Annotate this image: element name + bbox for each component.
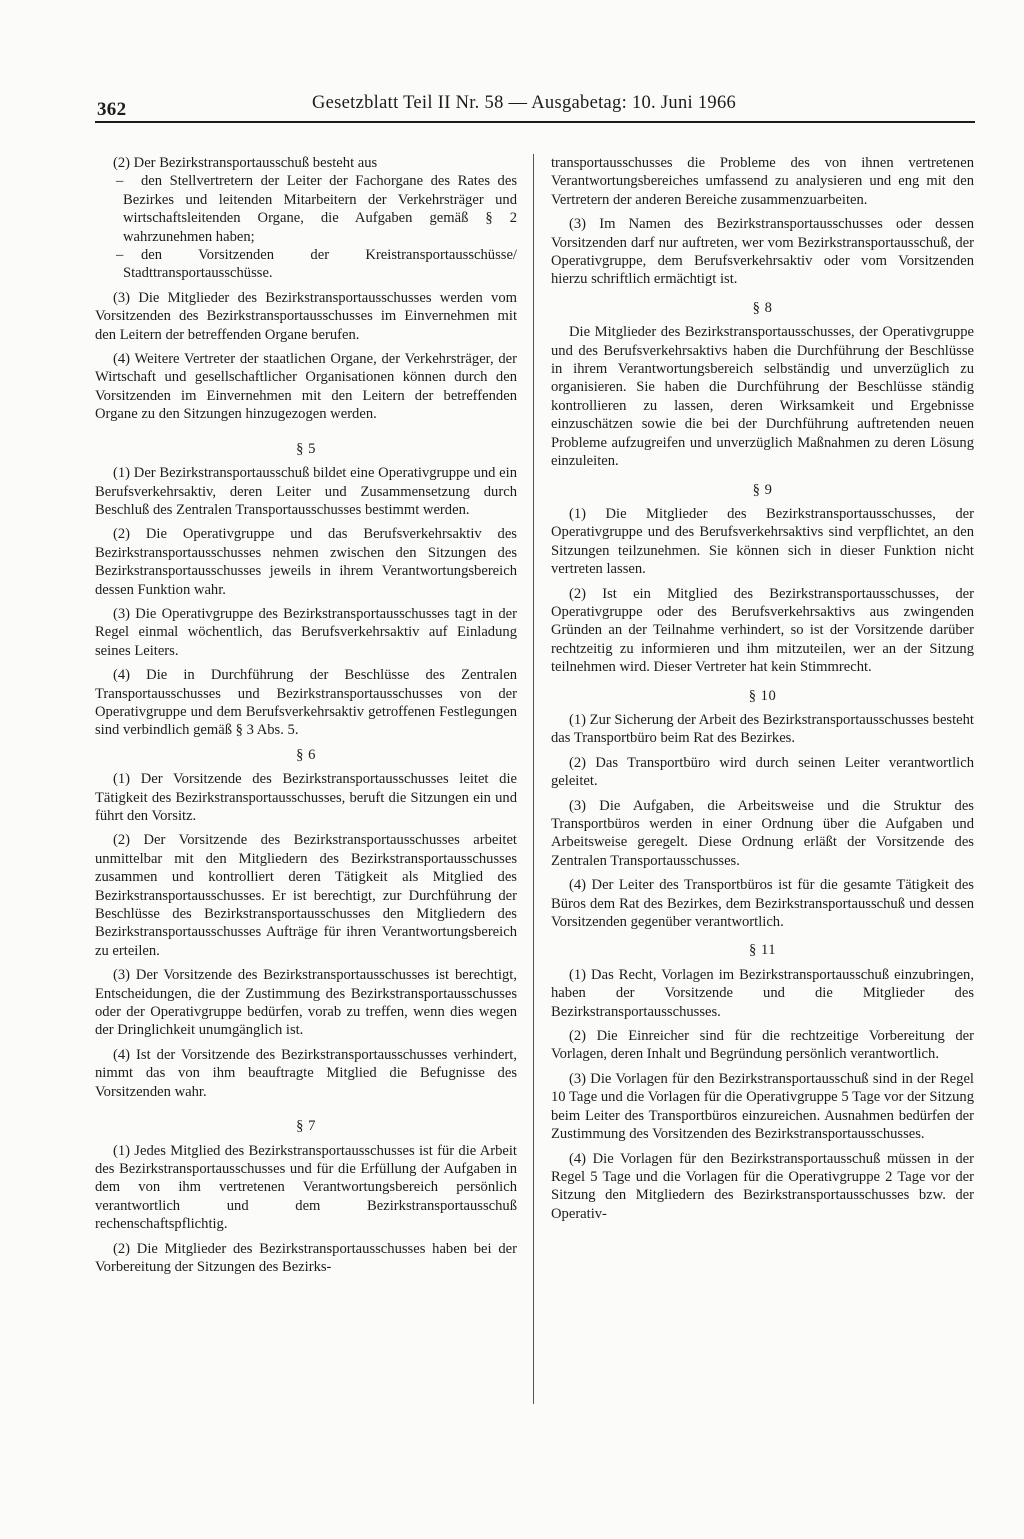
dash-item: – den Stellvertretern der Leiter der Fachorgane des Rates des Bezirkes und leitenden Mitarbeitern der Verkehrsträger und wirtschaftsleitenden Organe, die Aufgaben gemäß § 2 wahrzunehmen haben; <box>95 172 517 246</box>
section-heading: § 5 <box>296 440 316 457</box>
paragraph: (2) Die Operativgruppe und das Berufsverkehrsaktiv des Bezirkstransportausschusses nehmen zwischen den Sitzungen des Bezirkstransportausschusses jeweils in ihrem Verantwortungsbereich dessen Funktion wahr. <box>95 526 517 598</box>
paragraph: (3) Im Namen des Bezirkstransportausschusses oder dessen Vorsitzenden darf nur auftreten, wer vom Bezirkstransportausschuß, der Operativgruppe, dem Berufsverkehrsaktiv oder vom Vorsitzenden hierzu schriftlich ermächtigt ist. <box>551 216 974 288</box>
paragraph: (1) Das Recht, Vorlagen im Bezirkstransportausschuß einzubringen, haben der Vorsitzende und die Mitglieder des Bezirkstransportausschusses. <box>551 966 974 1020</box>
paragraph: (2) Der Vorsitzende des Bezirkstransportausschusses arbeitet unmittelbar mit den Mitgliedern des Bezirkstransportausschusses zusammen und kontrolliert deren Tätigkeit als Mitglied des Bezirkstransportausschusses. Er ist berechtigt, zur Durchführung der Beschlüsse des Bezirkstransportausschusses den Mitgliedern des Bezirkstransportausschusses Aufträge für ihren Verantwortungsbereich zu erteilen. <box>95 832 517 959</box>
section-heading: § 10 <box>748 687 777 704</box>
paragraph: (3) Die Operativgruppe des Bezirkstransportausschusses tagt in der Regel einmal wöchentlich, das Berufsverkehrsaktiv auf Einladung seines Leiters. <box>95 605 517 659</box>
paragraph: (4) Weitere Vertreter der staatlichen Organe, der Verkehrsträger, der Wirtschaft und gesellschaftlicher Organisationen können durch den Vorsitzenden im Einvernehmen mit den Leitern der betreffenden Organe zu den Sitzungen hinzugezogen werden. <box>95 351 517 423</box>
page-number: 362 <box>97 99 127 120</box>
paragraph: (1) Der Vorsitzende des Bezirkstransportausschusses leitet die Tätigkeit des Bezirkstransportausschusses, beruft die Sitzungen ein und führt den Vorsitz. <box>95 771 517 824</box>
header-rule <box>95 121 975 123</box>
paragraph: (4) Die in Durchführung der Beschlüsse des Zentralen Transportausschusses und Bezirkstransportausschusses von der Operativgruppe und dem Berufsverkehrsaktiv getroffenen Festlegungen sind verbindlich gemäß § 3 Abs. 5. <box>95 667 517 739</box>
section-heading: § 11 <box>749 942 776 959</box>
dash-item: – den Vorsitzenden der Kreistransportausschüsse/ Stadttransportausschüsse. <box>95 246 517 283</box>
paragraph: (4) Der Leiter des Transportbüros ist für die gesamte Tätigkeit des Büros dem Rat des Bezirkes, dem Bezirkstransportausschuß und dessen Vorsitzenden gegenüber verantwortlich. <box>551 877 974 931</box>
paragraph: (3) Die Vorlagen für den Bezirkstransportausschuß sind in der Regel 10 Tage und die Vorlagen für die Operativgruppe 5 Tage vor der Sitzung beim Leiter des Transportbüros einzureichen. Ausnahmen bedürfen der Zustimmung des Vorsitzenden des Bezirkstransportausschusses. <box>551 1070 974 1143</box>
section-heading: § 7 <box>296 1118 316 1135</box>
paragraph: (2) Die Einreicher sind für die rechtzeitige Vorbereitung der Vorlagen, deren Inhalt und Begründung persönlich verantwortlich. <box>551 1028 974 1063</box>
paragraph-4-2-intro: (2) Der Bezirkstransportausschuß besteht aus <box>113 155 378 171</box>
paragraph: (3) Die Aufgaben, die Arbeitsweise und die Struktur des Transportbüros werden in einer Ordnung über die Aufgaben und Arbeitsweise geregelt. Diese Ordnung erläßt der Vorsitzende des Zentralen Transportausschusses. <box>551 797 974 869</box>
paragraph: (4) Ist der Vorsitzende des Bezirkstransportausschusses verhindert, nimmt das von ihm beauftragte Mitglied die Befugnisse des Vorsitzenden wahr. <box>95 1046 517 1100</box>
section-heading: § 6 <box>296 746 316 763</box>
section-heading: § 9 <box>752 481 773 498</box>
paragraph: (2) Das Transportbüro wird durch seinen Leiter verantwortlich geleitet. <box>551 754 974 790</box>
paragraph: (4) Die Vorlagen für den Bezirkstransportausschuß müssen in der Regel 5 Tage und die Vorlagen für die Operativgruppe 2 Tage vor der Sitzung den Mitgliedern des Bezirkstransportausschusses bzw. der Operativ- <box>551 1150 974 1222</box>
paragraph: (2) Ist ein Mitglied des Bezirkstransportausschusses, der Operativgruppe oder des Berufsverkehrsaktivs aus zwingenden Gründen an der Teilnahme verhindert, so ist der Vorsitzende darüber rechtzeitig zu informieren und ihm mitzuteilen, wer an der Sitzung teilnehmen wird. Dieser Vertreter hat kein Stimmrecht. <box>551 585 974 676</box>
paragraph-continued: transportausschusses die Probleme des von ihnen vertretenen Verantwortungsbereiches umfassend zu analysieren und eng mit den Vertretern der anderen Bereiche zusammenzuarbeiten. <box>551 155 974 208</box>
running-title: Gesetzblatt Teil II Nr. 58 — Ausgabetag: 10. Juni 1966 <box>312 93 737 113</box>
paragraph: (1) Der Bezirkstransportausschuß bildet eine Operativgruppe und ein Berufsverkehrsaktiv, deren Leiter und Zusammensetzung durch Beschluß des Zentralen Transportausschusses bestimmt werden. <box>95 465 517 518</box>
paragraph: (2) Die Mitglieder des Bezirkstransportausschusses haben bei der Vorbereitung der Sitzungen des Bezirks- <box>95 1240 517 1275</box>
paragraph: (3) Der Vorsitzende des Bezirkstransportausschusses ist berechtigt, Entscheidungen, die der Zustimmung des Bezirkstransportausschusses oder der Operativgruppe bedürfen, vorab zu treffen, wenn dies wegen der Dringlichkeit unumgänglich ist. <box>95 967 517 1039</box>
right-column <box>551 154 974 1229</box>
paragraph: (3) Die Mitglieder des Bezirkstransportausschusses werden vom Vorsitzenden des Bezirkstransportausschusses im Einvernehmen mit den Leitern der betreffenden Organe berufen. <box>95 289 517 343</box>
left-column <box>95 154 517 1282</box>
paragraph: (1) Die Mitglieder des Bezirkstransportausschusses, der Operativgruppe und des Berufsverkehrsaktivs sind verpflichtet, an den Sitzungen teilzunehmen. Sie können sich in dieser Funktion nicht vertreten lassen. <box>551 505 974 578</box>
column-divider <box>533 154 534 1404</box>
paragraph: (1) Zur Sicherung der Arbeit des Bezirkstransportausschusses besteht das Transportbüro beim Rat des Bezirkes. <box>551 711 974 747</box>
section-heading: § 8 <box>752 299 773 316</box>
paragraph: Die Mitglieder des Bezirkstransportausschusses, der Operativgruppe und des Berufsverkehrsaktivs haben die Durchführung der Beschlüsse in ihrem Verantwortungsbereich selbständig und unverzüglich zu organisieren. Sie haben die Durchführung der Beschlüsse ständig kontrollieren zu lassen, deren Wirksamkeit und Ergebnisse einzuschätzen sowie die bei der Durchführung auftretenden neuen Probleme aufzugreifen und unverzüglich Maßnahmen zu deren Lösung einzuleiten. <box>551 324 974 470</box>
paragraph: (1) Jedes Mitglied des Bezirkstransportausschusses ist für die Arbeit des Bezirkstransportausschusses und für die Erfüllung der Aufgaben in dem von ihm vertretenen Verantwortungsbereich persönlich verantwortlich und dem Bezirkstransportausschuß rechenschaftspflichtig. <box>95 1142 517 1233</box>
